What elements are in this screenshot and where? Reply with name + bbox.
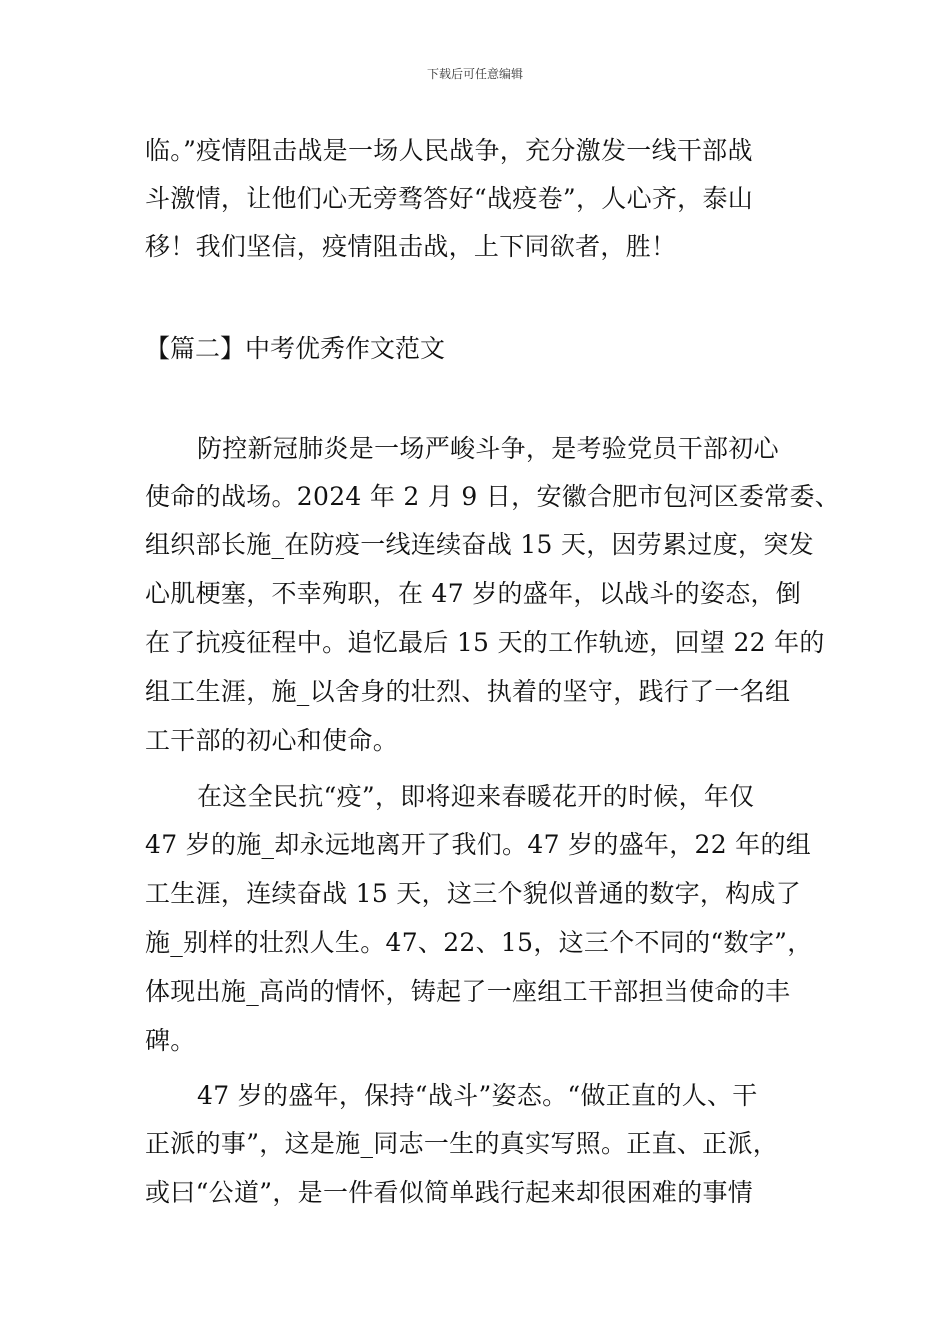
text-line: 碑。	[145, 1026, 196, 1055]
text-line: 工生涯，连续奋战 15 天，这三个貌似普通的数字，构成了	[145, 879, 802, 908]
text-line: 体现出施_高尚的情怀，铸起了一座组工干部担当使命的丰	[145, 977, 791, 1006]
text-line: 正派的事”，这是施_同志一生的真实写照。正直、正派，	[145, 1129, 779, 1158]
text-line: 心肌梗塞，不幸殉职，在 47 岁的盛年，以战斗的姿态，倒	[145, 579, 802, 608]
section-title: 【篇二】中考优秀作文范文	[145, 334, 446, 363]
text-line: 或曰“公道”，是一件看似简单践行起来却很困难的事情	[145, 1178, 754, 1207]
text-line: 工干部的初心和使命。	[145, 726, 399, 755]
page-header: 下载后可任意编辑	[426, 67, 523, 81]
text-line: 47 岁的施_却永远地离开了我们。47 岁的盛年，22 年的组	[145, 830, 812, 859]
text-line: 在了抗疫征程中。追忆最后 15 天的工作轨迹，回望 22 年的	[145, 628, 825, 657]
text-line: 47 岁的盛年，保持“战斗”姿态。“做正直的人、干	[197, 1081, 758, 1110]
text-line: 使命的战场。2024 年 2 月 9 日，安徽合肥市包河区委常委、	[145, 482, 841, 511]
text-line: 斗激情，让他们心无旁骛答好“战疫卷”，人心齐，泰山	[145, 184, 754, 213]
text-line: 组织部长施_在防疫一线连续奋战 15 天，因劳累过度，突发	[145, 530, 814, 559]
text-line: 临。”疫情阻击战是一场人民战争，充分激发一线干部战	[145, 136, 753, 165]
text-line: 防控新冠肺炎是一场严峻斗争，是考验党员干部初心	[197, 434, 779, 463]
text-line: 施_别样的壮烈人生。47、22、15，这三个不同的“数字”，	[145, 928, 813, 957]
text-line: 移！我们坚信，疫情阻击战，上下同欲者，胜！	[145, 232, 677, 261]
text-line: 组工生涯，施_以舍身的壮烈、执着的坚守，践行了一名组	[145, 677, 791, 706]
text-line: 在这全民抗“疫”，即将迎来春暖花开的时候，年仅	[197, 782, 755, 811]
